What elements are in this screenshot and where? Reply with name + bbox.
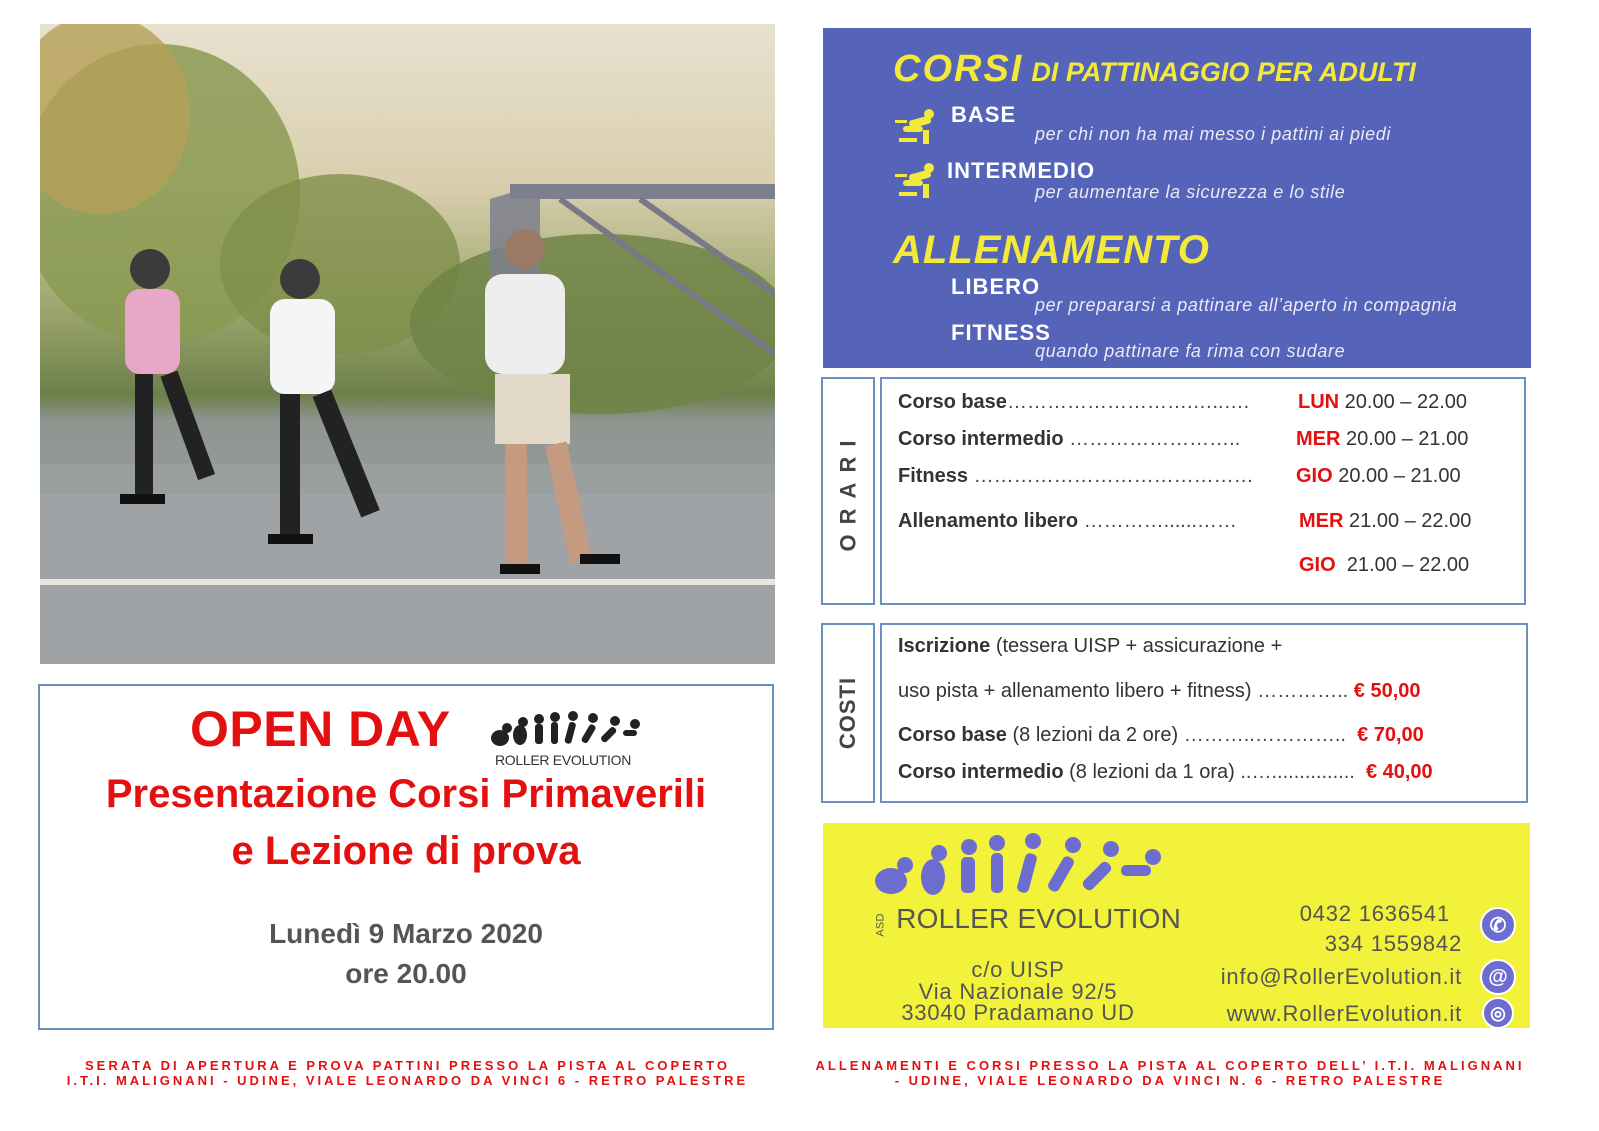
contact-brand-asd: ASD: [874, 913, 887, 937]
open-day-title-row: [40, 700, 772, 768]
open-day-date: Lunedì 9 Marzo 2020: [269, 918, 543, 949]
costi-row-base: [898, 724, 1424, 747]
orari-side-label: [821, 377, 875, 605]
training-libero-label: LIBERO: [951, 274, 1041, 299]
orari-row-day: LUN: [1298, 391, 1340, 413]
skater-icon: [895, 162, 943, 202]
open-day-time: ore 20.00: [345, 958, 467, 989]
courses-panel: [823, 28, 1531, 368]
orari-row-name: Corso intermedio: [898, 428, 1064, 450]
at-icon: @: [1480, 959, 1516, 995]
open-day-box: [38, 684, 774, 1030]
orari-row-dots: ……………………..: [1069, 428, 1241, 450]
orari-row-day: GIO: [1296, 465, 1333, 487]
training-libero-desc: per prepararsi a pattinare all’aperto in compagnia: [1035, 295, 1458, 315]
orari-row-time: 20.00 – 21.00: [1346, 428, 1469, 450]
contact-phone-2: 334 1559842: [1324, 931, 1462, 956]
course-intermedio-desc: per aumentare la sicurezza e lo stile: [1035, 182, 1346, 202]
orari-row: [898, 391, 1249, 414]
costi-side-label: [821, 623, 875, 803]
costi-iscrizione-desc2: uso pista + allenamento libero + fitness): [898, 680, 1252, 702]
open-day-line2: e Lezione di prova: [231, 829, 581, 873]
orari-row-time: 21.00 – 22.00: [1346, 554, 1470, 576]
evolution-logo-icon: [863, 829, 1163, 909]
orari-row-name: Allenamento libero: [898, 510, 1079, 532]
costi-base-desc: (8 lezioni da 2 ore): [1012, 724, 1179, 746]
costi-iscrizione-label: Iscrizione: [898, 635, 991, 657]
costi-row-intermedio: [898, 761, 1433, 784]
contact-brand-name: ROLLER EVOLUTION: [896, 903, 1182, 934]
training-fitness-desc: quando pattinare fa rima con sudare: [1035, 341, 1346, 361]
orari-row: [898, 465, 1254, 488]
costi-panel: [880, 623, 1528, 803]
costi-base-label: Corso base: [898, 724, 1007, 746]
phone-icon: ✆: [1480, 907, 1516, 943]
open-day-line1: Presentazione Corsi Primaverili: [105, 772, 707, 816]
orari-row-day: GIO: [1299, 554, 1336, 576]
orari-row-dots: ……………………….…..….: [1006, 391, 1250, 413]
orari-row-day: MER: [1299, 510, 1344, 532]
orari-row-schedule: [1299, 510, 1471, 533]
footer-left-line2: I.T.I. MALIGNANI - UDINE, VIALE LEONARDO DA VINCI 6 - RETRO PALESTRE: [66, 1073, 749, 1088]
costi-iscrizione-price: € 50,00: [1353, 680, 1421, 702]
orari-row-schedule: [1299, 554, 1469, 577]
footer-left: [40, 1058, 775, 1088]
orari-row-time: 21.00 – 22.00: [1349, 510, 1472, 532]
costi-dots: …………..: [1257, 680, 1349, 702]
orari-row-schedule: [1298, 391, 1467, 414]
orari-row-time: 20.00 – 22.00: [1344, 391, 1468, 413]
orari-label-text: ORARI: [835, 430, 861, 552]
open-day-logo-text: ROLLER EVOLUTION: [495, 752, 632, 768]
contact-email[interactable]: info@RollerEvolution.it: [1220, 964, 1462, 989]
contact-address-2: Via Nazionale 92/5: [918, 979, 1118, 1004]
costi-row-iscrizione: [898, 635, 1282, 658]
orari-row-dots: ……………………………………: [973, 465, 1254, 487]
skater-icon: [895, 108, 943, 148]
orari-row-dots: …………......……: [1083, 510, 1237, 532]
costi-dots: ………..…………..: [1183, 724, 1346, 746]
orari-row: [898, 428, 1240, 451]
contact-website[interactable]: www.RollerEvolution.it: [1226, 1001, 1462, 1026]
costi-intermedio-price: € 40,00: [1365, 761, 1433, 783]
courses-title: [893, 48, 1416, 91]
footer-right: [800, 1058, 1540, 1088]
footer-right-line1: ALLENAMENTI E CORSI PRESSO LA PISTA AL COPERTO DELL’ I.T.I. MALIGNANI: [815, 1058, 1525, 1073]
orari-row-time: 20.00 – 21.00: [1338, 465, 1461, 487]
open-day-title: OPEN DAY: [190, 701, 451, 757]
contact-brand: [869, 903, 1181, 935]
costi-iscrizione-desc: (tessera UISP + assicurazione +: [995, 635, 1283, 657]
course-base-desc: per chi non ha mai messo i pattini ai piedi: [1035, 124, 1391, 144]
costi-intermedio-desc: (8 lezioni da 1 ora): [1069, 761, 1235, 783]
skaters-photo: [40, 24, 775, 664]
courses-title-big: CORSI: [893, 48, 1024, 90]
training-title: ALLENAMENTO: [893, 228, 1210, 272]
orari-row: [898, 510, 1237, 533]
orari-row-name: Corso base: [898, 391, 1007, 413]
costi-intermedio-label: Corso intermedio: [898, 761, 1064, 783]
orari-row-schedule: [1296, 428, 1468, 451]
courses-title-small: DI PATTINAGGIO PER ADULTI: [1031, 57, 1416, 87]
globe-icon: ◎: [1482, 997, 1514, 1029]
orari-row-schedule: [1296, 465, 1461, 488]
footer-left-line1: SERATA DI APERTURA E PROVA PATTINI PRESSO LA PISTA AL COPERTO: [84, 1058, 730, 1073]
contact-address-1: c/o UISP: [971, 957, 1065, 982]
course-base-label: BASE: [951, 102, 1017, 127]
course-intermedio-label: INTERMEDIO: [947, 158, 1096, 183]
orari-row-day: MER: [1296, 428, 1341, 450]
costi-label-text: COSTI: [835, 676, 861, 750]
orari-row-name: Fitness: [898, 465, 969, 487]
footer-right-line2: - UDINE, VIALE LEONARDO DA VINCI N. 6 - RETRO PALESTRE: [894, 1073, 1446, 1088]
training-fitness-label: FITNESS: [951, 320, 1051, 345]
contact-panel: [823, 823, 1530, 1028]
contact-address-3: 33040 Pradamano UD: [901, 1000, 1135, 1025]
orari-panel: [880, 377, 1526, 605]
costi-base-price: € 70,00: [1357, 724, 1424, 746]
costi-row-iscrizione-2: [898, 680, 1421, 703]
costi-dots: ..…...............: [1240, 761, 1355, 783]
contact-phone-1: 0432 1636541: [1299, 901, 1450, 926]
